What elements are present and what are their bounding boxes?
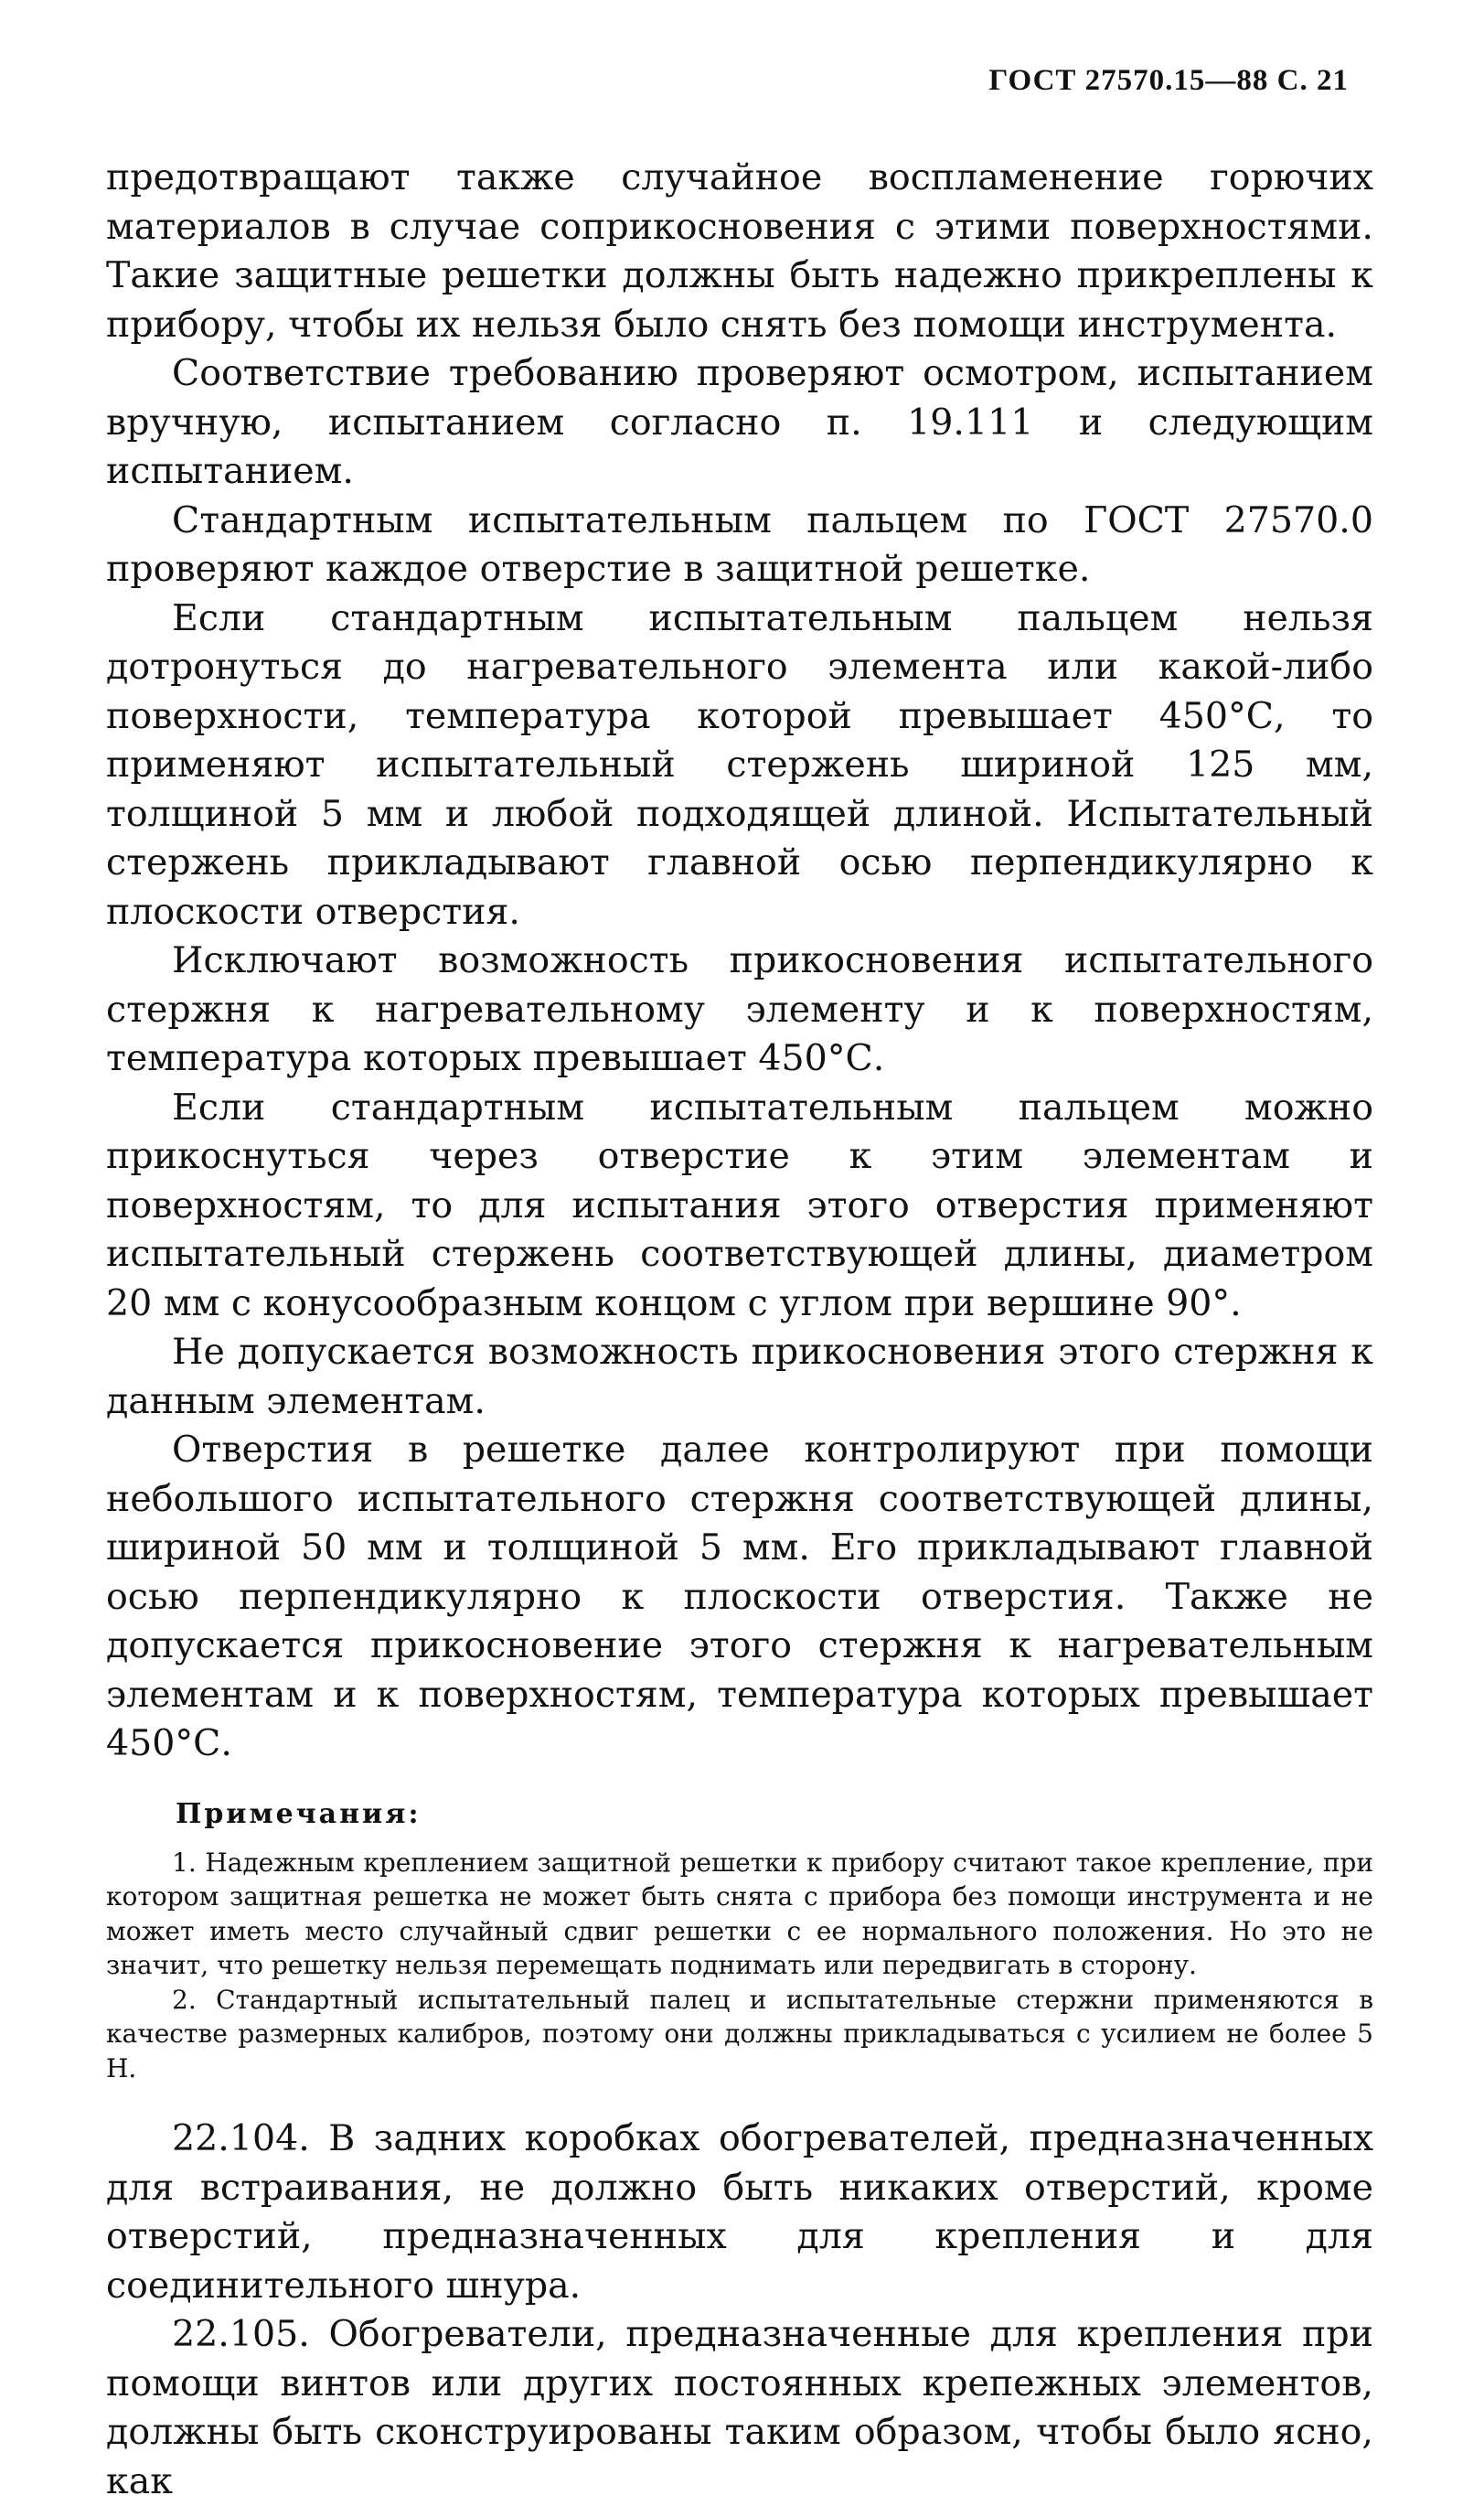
paragraph-no-contact: Не допускается возможность прикосновения этого стержня к данным элементам. bbox=[106, 1331, 1373, 1422]
page-running-header: ГОСТ 27570.15—88 С. 21 bbox=[988, 64, 1349, 97]
paragraph-continuation: предотвращают также случайное воспламенение горючих материалов в случае соприкосновения с этими поверхностями. Такие защитные решетки должны быть надежно прикреплены к прибору, чтобы их нельзя было снять без помощи инструмента. bbox=[106, 156, 1373, 346]
clause-22-105: 22.105. Обогреватели, предназначенные для крепления при помощи винтов или других постоянных крепежных элементов, должны быть сконструированы таким образом, чтобы было ясно, как bbox=[106, 2313, 1373, 2502]
note-item-1: 1. Надежным креплением защитной решетки к прибору считают такое крепление, при котором защитная решетка не может быть снята с прибора без помощи инструмента и не может иметь место случайный сдвиг решетки с ее нормального положения. Но это не значит, что решетку нельзя перемещать поднимать или передвигать в сторону. bbox=[106, 1847, 1373, 1980]
paragraph-test-rod-125: Если стандартным испытательным пальцем нельзя дотронуться до нагревательного элемента или какой-либо поверхности, температура которой превышает 450°С, то применяют испытательный стержень шириной 125 мм, толщиной 5 мм и любой подходящей длиной. Испытательный стержень прикладывают главной осью перпендикулярно к плоскости отверстия. bbox=[106, 596, 1373, 933]
paragraph-compliance-check: Соответствие требованию проверяют осмотром, испытанием вручную, испытанием согласно п. 19.111 и следующим испытанием. bbox=[106, 352, 1373, 492]
paragraph-finger-test: Стандартным испытательным пальцем по ГОСТ 27570.0 проверяют каждое отверстие в защитной решетке. bbox=[106, 498, 1373, 590]
paragraph-exclude-contact: Исключают возможность прикосновения испытательного стержня к нагревательному элементу и к поверхностям, температура которых превышает 450°С. bbox=[106, 939, 1373, 1079]
notes-title: Примечания: bbox=[176, 1797, 422, 1830]
paragraph-test-rod-20: Если стандартным испытательным пальцем можно прикоснуться через отверстие к этим элементам и поверхностям, то для испытания этого отверстия применяют испытательный стержень соответствующей длины, диаметром 20 мм с конусообразным концом с углом при вершине 90°. bbox=[106, 1086, 1373, 1324]
notes-section bbox=[106, 1794, 1373, 2086]
paragraph-small-rod-50: Отверстия в решетке далее контролируют при помощи небольшого испытательного стержня соответствующей длины, шириной 50 мм и толщиной 5 мм. Его прикладывают главной осью перпендикулярно к плоскости отверстия. Также не допускается прикосновение этого стержня к нагревательным элементам и к поверхностям, температура которых превышает 450°С. bbox=[106, 1429, 1373, 1764]
clause-22-104: 22.104. В задних коробках обогревателей, предназначенных для встраивания, не должно быть никаких отверстий, кроме отверстий, предназначенных для крепления и для соединительного шнура. bbox=[106, 2117, 1373, 2307]
note-item-2: 2. Стандартный испытательный палец и испытательные стержни применяются в качестве размерных калибров, поэтому они должны прикладываться с усилием не более 5 Н. bbox=[106, 1984, 1373, 2083]
document-body bbox=[106, 154, 1373, 2506]
